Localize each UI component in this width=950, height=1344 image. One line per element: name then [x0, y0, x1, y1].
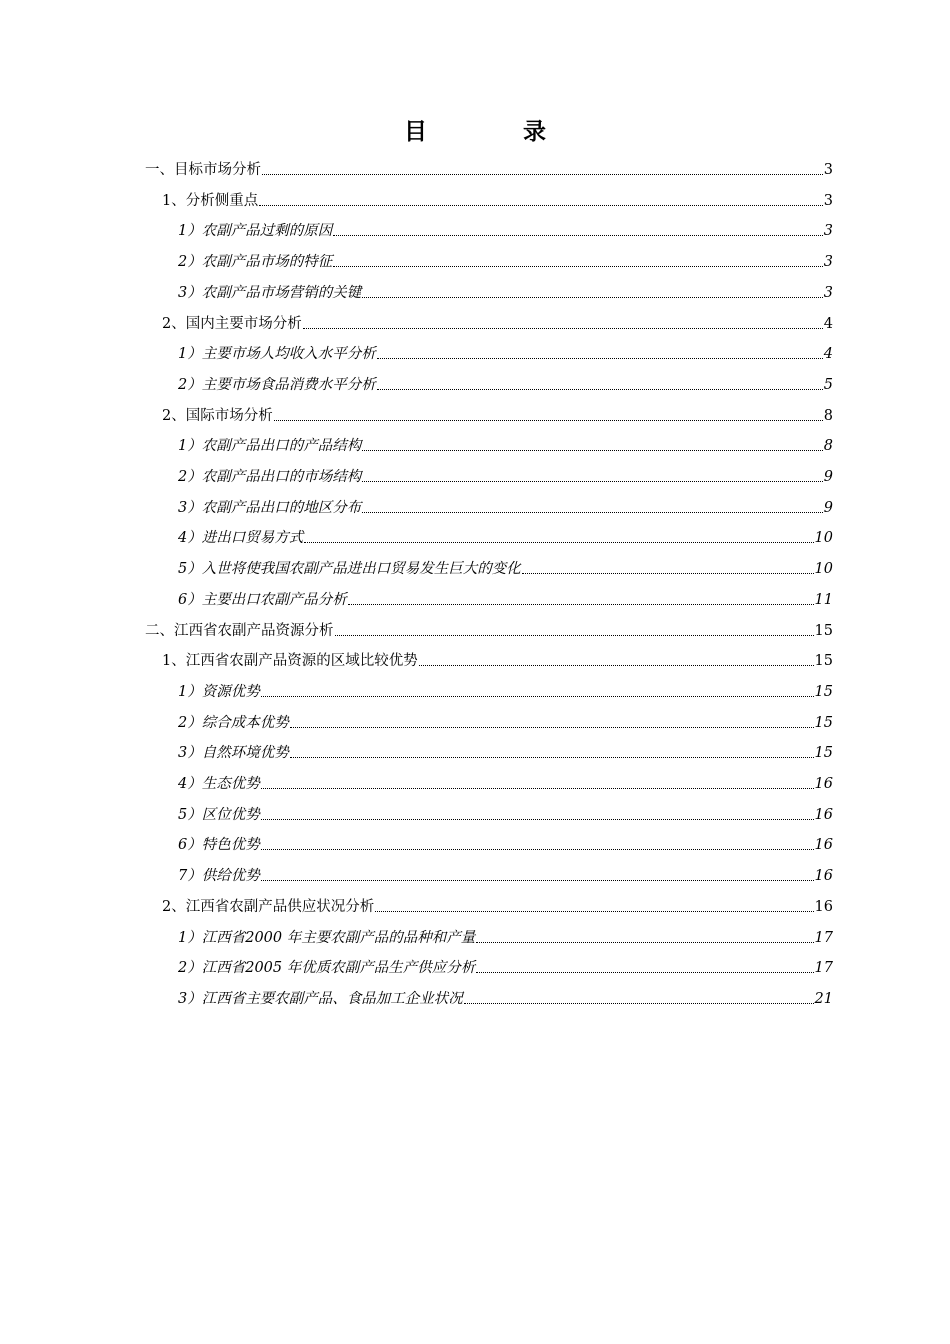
toc-title-char-1: 目: [404, 119, 427, 145]
toc-dot-leader: [262, 174, 823, 175]
toc-entry-text: 2、江西省农副产品供应状况分析: [162, 898, 375, 915]
toc-entry-page-number: 16: [814, 898, 833, 915]
toc-entry-page-number: 16: [814, 837, 833, 854]
toc-entry-text: 2、国际市场分析: [162, 407, 273, 424]
toc-entry-text: 5）区位优势: [178, 806, 260, 823]
toc-title: [0, 116, 950, 148]
toc-dot-leader: [274, 420, 823, 421]
toc-dot-leader: [377, 358, 823, 359]
toc-entry[interactable]: [178, 831, 833, 855]
toc-entry-page-number: 15: [814, 683, 833, 700]
toc-entry-page-number: 8: [823, 407, 833, 424]
toc-entry-text: 1、分析侧重点: [162, 192, 259, 209]
toc-entry-page-number: 15: [814, 714, 833, 731]
toc-entry-text: 5）入世将使我国农副产品进出口贸易发生巨大的变化: [178, 561, 521, 578]
toc-entry[interactable]: [178, 524, 833, 548]
toc-dot-leader: [335, 635, 814, 636]
toc-entry[interactable]: [178, 770, 833, 794]
toc-entry-text: 1）资源优势: [178, 683, 260, 700]
toc-entry-page-number: 17: [814, 960, 833, 977]
toc-entry-page-number: 21: [814, 990, 833, 1007]
toc-entry-page-number: 15: [814, 622, 833, 639]
toc-entry-page-number: 3: [823, 284, 833, 301]
toc-dot-leader: [348, 604, 814, 605]
toc-dot-leader: [476, 972, 813, 973]
toc-entry-text: 一、目标市场分析: [145, 162, 261, 178]
toc-entry-page-number: 9: [823, 469, 833, 485]
toc-entry-page-number: 11: [814, 591, 833, 608]
toc-dot-leader: [290, 757, 814, 758]
toc-entry-text: 2、国内主要市场分析: [162, 315, 302, 332]
toc-entry-page-number: 3: [823, 162, 833, 178]
toc-entry-page-number: 5: [823, 376, 833, 393]
toc-dot-leader: [464, 1003, 814, 1004]
toc-entry-text: 3）江西省主要农副产品、食品加工企业状况: [178, 990, 463, 1007]
toc-entry-page-number: 10: [814, 530, 833, 547]
toc-entry[interactable]: [178, 678, 833, 702]
toc-entry-page-number: 4: [823, 346, 833, 363]
toc-entry[interactable]: [178, 279, 833, 303]
toc-entry[interactable]: [178, 739, 833, 763]
toc-entry[interactable]: [178, 709, 833, 733]
toc-entry[interactable]: [178, 586, 833, 610]
toc-entry-text: 7）供给优势: [178, 868, 260, 885]
toc-entry-text: 2）江西省2005 年优质农副产品生产供应分析: [178, 960, 476, 977]
toc-entry[interactable]: [162, 647, 833, 671]
toc-entry[interactable]: [162, 187, 833, 211]
toc-entry-page-number: 15: [814, 745, 833, 762]
toc-dot-leader: [333, 235, 823, 236]
toc-dot-leader: [419, 665, 814, 666]
toc-entry[interactable]: [178, 494, 833, 518]
toc-entry-page-number: 8: [823, 438, 833, 455]
toc-entry[interactable]: [145, 617, 833, 641]
toc-dot-leader: [362, 481, 823, 482]
toc-entry-text: 6）主要出口农副产品分析: [178, 591, 347, 608]
toc-dot-leader: [362, 450, 823, 451]
toc-dot-leader: [362, 512, 823, 513]
toc-entry-page-number: 10: [814, 561, 833, 578]
toc-dot-leader: [377, 389, 823, 390]
toc-entry-text: 1）农副产品出口的产品结构: [178, 438, 362, 455]
toc-entry-text: 3）农副产品市场营销的关键: [178, 284, 362, 301]
toc-dot-leader: [522, 573, 814, 574]
toc-title-char-2: 录: [523, 119, 546, 145]
toc-entry[interactable]: [178, 801, 833, 825]
toc-dot-leader: [290, 727, 814, 728]
toc-entry[interactable]: [178, 924, 833, 948]
toc-entry-text: 2）综合成本优势: [178, 714, 289, 731]
toc-dot-leader: [259, 205, 823, 206]
toc-dot-leader: [476, 942, 813, 943]
toc-entry-text: 3）农副产品出口的地区分布: [178, 499, 362, 516]
toc-entry-text: 2）主要市场食品消费水平分析: [178, 376, 376, 393]
toc-dot-leader: [261, 696, 814, 697]
toc-entry[interactable]: [178, 340, 833, 364]
toc-entry-text: 1）主要市场人均收入水平分析: [178, 346, 376, 363]
toc-entry-page-number: 4: [823, 315, 833, 332]
toc-entry-text: 3）自然环境优势: [178, 745, 289, 762]
toc-entry[interactable]: [178, 463, 833, 487]
toc-dot-leader: [304, 542, 813, 543]
toc-entry-text: 1）农副产品过剩的原因: [178, 223, 333, 240]
toc-entry-text: 6）特色优势: [178, 837, 260, 854]
toc-entry[interactable]: [162, 310, 833, 334]
toc-entry[interactable]: [178, 371, 833, 395]
toc-entry-text: 4）生态优势: [178, 776, 260, 792]
toc-dot-leader: [261, 819, 814, 820]
toc-entry-page-number: 9: [823, 499, 833, 516]
toc-entry[interactable]: [178, 432, 833, 456]
toc-entry[interactable]: [178, 248, 833, 272]
toc-entry-page-number: 16: [814, 806, 833, 823]
toc-dot-leader: [333, 266, 823, 267]
toc-dot-leader: [303, 328, 823, 329]
toc-entry-page-number: 3: [823, 223, 833, 240]
toc-entry[interactable]: [162, 402, 833, 426]
toc-dot-leader: [261, 849, 814, 850]
toc-entry-text: 二、江西省农副产品资源分析: [145, 622, 334, 639]
toc-entry[interactable]: [178, 217, 833, 241]
toc-entry-text: 1、江西省农副产品资源的区域比较优势: [162, 653, 418, 670]
toc-entry[interactable]: [178, 954, 833, 978]
toc-entry[interactable]: [162, 893, 833, 917]
toc-entry[interactable]: [145, 156, 833, 180]
toc-entry-text: 4）进出口贸易方式: [178, 530, 304, 547]
toc-entry[interactable]: [178, 862, 833, 886]
toc-dot-leader: [261, 880, 814, 881]
toc-entry-page-number: 3: [823, 192, 833, 209]
toc-entry-page-number: 16: [814, 868, 833, 885]
toc-dot-leader: [375, 911, 813, 912]
toc-entry-page-number: 17: [814, 929, 833, 946]
toc-dot-leader: [362, 297, 823, 298]
toc-entry-page-number: 15: [814, 653, 833, 670]
toc-entry-text: 2）农副产品出口的市场结构: [178, 469, 362, 485]
toc-entry-page-number: 3: [823, 254, 833, 271]
toc-entry[interactable]: [178, 555, 833, 579]
toc-entry-text: 1）江西省2000 年主要农副产品的品种和产量: [178, 929, 476, 946]
toc-entry-text: 2）农副产品市场的特征: [178, 254, 333, 271]
toc-dot-leader: [261, 788, 814, 789]
toc-entry-page-number: 16: [814, 776, 833, 792]
toc-entry[interactable]: [178, 985, 833, 1009]
